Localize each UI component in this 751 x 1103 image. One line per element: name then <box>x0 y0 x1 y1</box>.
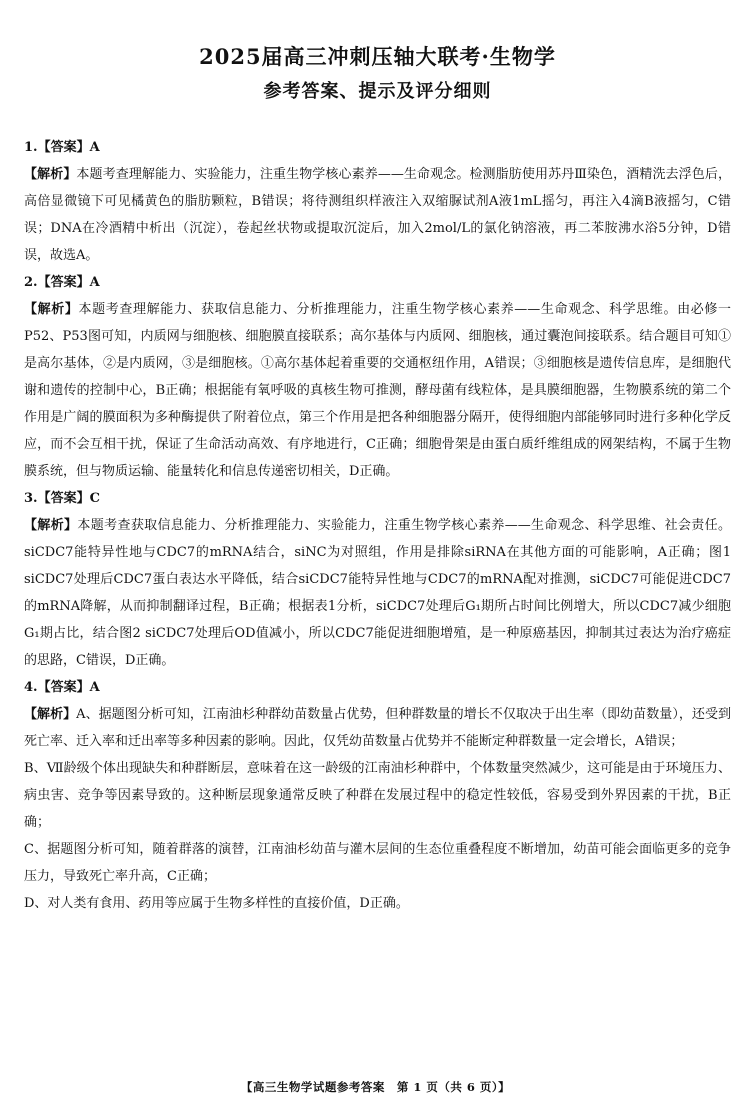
document-subtitle: 参考答案、提示及评分细则 <box>263 81 492 102</box>
analysis-paragraph: B、Ⅶ龄级个体出现缺失和种群断层，意味着在这一龄级的江南油杉种群中，个体数量突然减少，这可能是由于环境压力、病虫害、竞争等因素导致的。这种断层现象通常反映了种群在发展过程中的稳定性较低，容易受到外界因素的干扰，B正确； <box>24 761 731 830</box>
answer-content <box>24 134 731 917</box>
page-footer: 【高三生物学试题参考答案 第 1 页（共 6 页）】 <box>240 1080 511 1094</box>
answer-line: 3.【答案】C <box>24 491 100 506</box>
answer-value: A <box>89 140 100 155</box>
analysis-paragraph: C、据题图分析可知，随着群落的演替，江南油杉幼苗与灌木层间的生态位重叠程度不断增加，幼苗可能会面临更多的竞争压力，导致死亡率升高，C正确； <box>24 842 731 884</box>
analysis-paragraph: 【解析】A、据题图分析可知，江南油杉种群幼苗数量占优势，但种群数量的增长不仅取决于出生率（即幼苗数量），还受到死亡率、迁入率和迁出率等多种因素的影响。因此，仅凭幼苗数量占优势并不能断定种群数量一定会增长，A错误； <box>24 707 731 749</box>
question-2 <box>24 269 731 485</box>
analysis-paragraph: 【解析】本题考查理解能力、实验能力，注重生物学核心素养——生命观念。检测脂肪使用苏丹Ⅲ染色，酒精洗去浮色后，高倍显微镜下可见橘黄色的脂肪颗粒，B错误；将待测组织样液注入双缩脲试剂A液1mL摇匀，再注入4滴B液摇匀，C错误；DNA在冷酒精中析出（沉淀），卷起丝状物或提取沉淀后，加入2mol/L的氯化钠溶液，再二苯胺沸水浴5分钟，D错误，故选A。 <box>24 167 731 263</box>
answer-value: A <box>89 275 100 290</box>
answer-value: C <box>89 491 100 506</box>
question-4 <box>24 674 731 917</box>
analysis-paragraph: 【解析】本题考查获取信息能力、分析推理能力、实验能力，注重生物学核心素养——生命观念、科学思维、社会责任。siCDC7能特异性地与CDC7的mRNA结合，siNC为对照组，作用是排除siRNA在其他方面的可能影响，A正确；图1 siCDC7处理后CDC7蛋白表达水平降低，结合siCDC7能特异性地与CDC7的mRNA配对推测，siCDC7可能促进CDC7的mRNA降解，从而抑制翻译过程，B正确；根据表1分析，siCDC7处理后G₁期所占时间比例增大，所以CDC7减少细胞G₁期占比，结合图2 siCDC7处理后OD值减小，所以CDC7能促进细胞增殖，是一种原癌基因，抑制其过表达为治疗癌症的思路，C错误，D正确。 <box>24 518 731 668</box>
document-title: 2025届高三冲刺压轴大联考·生物学 <box>199 44 556 69</box>
answer-line: 1.【答案】A <box>24 140 100 155</box>
answer-value: A <box>89 680 100 695</box>
answer-line: 2.【答案】A <box>24 275 100 290</box>
answer-line: 4.【答案】A <box>24 680 100 695</box>
analysis-paragraph: 【解析】本题考查理解能力、获取信息能力、分析推理能力，注重生物学核心素养——生命观念、科学思维。由必修一P52、P53图可知，内质网与细胞核、细胞膜直接联系；高尔基体与内质网、细胞核，通过囊泡间接联系。结合题目可知①是高尔基体，②是内质网，③是细胞核。①高尔基体起着重要的交通枢纽作用，A错误；③细胞核是遗传信息库，是细胞代谢和遗传的控制中心，B正确；根据能有氧呼吸的真核生物可推测，酵母菌有线粒体，是具膜细胞器，生物膜系统的第二个作用是广阔的膜面积为多种酶提供了附着位点，第三个作用是把各种细胞器分隔开，使得细胞内部能够同时进行多种化学反应，而不会互相干扰，保证了生命活动高效、有序地进行，C正确；细胞骨架是由蛋白质纤维组成的网架结构，不属于生物膜系统，但与物质运输、能量转化和信息传递密切相关，D正确。 <box>24 302 731 479</box>
question-3 <box>24 485 731 674</box>
analysis-paragraph: D、对人类有食用、药用等应属于生物多样性的直接价值，D正确。 <box>24 896 409 911</box>
question-1 <box>24 134 731 269</box>
